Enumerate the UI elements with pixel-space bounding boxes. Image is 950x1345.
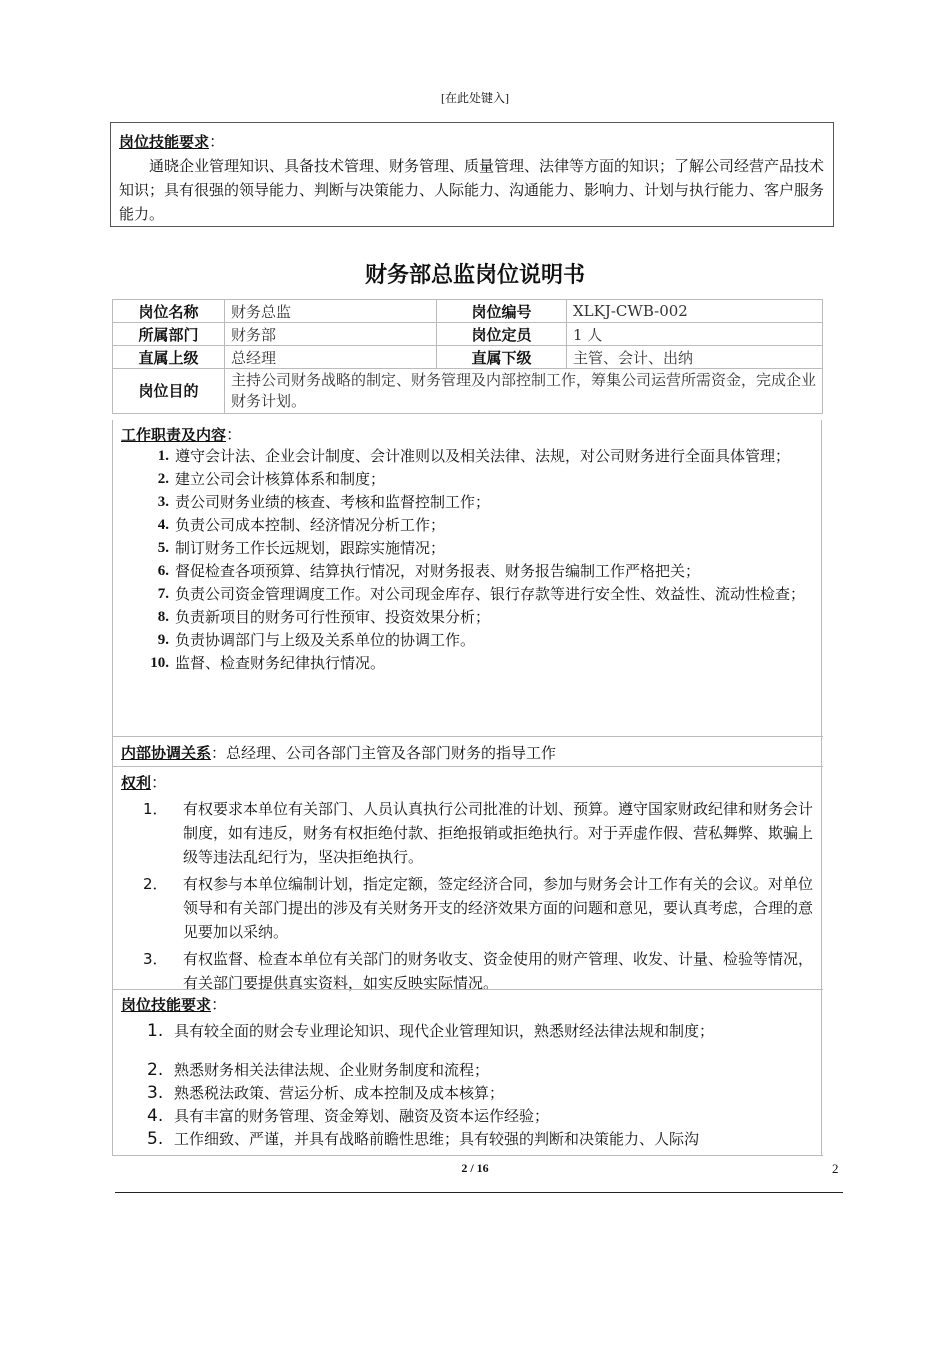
top-skills-text: 通晓企业管理知识、具备技术管理、财务管理、质量管理、法律等方面的知识；了解公司经营产品技术知识；具有很强的领导能力、判断与决策能力、人际能力、沟通能力、影响力、计划与执行能力、客户服务能力。 xyxy=(119,157,825,223)
right-item xyxy=(121,872,813,944)
duty-item xyxy=(121,583,813,606)
coordination-text: ：总经理、公司各部门主管及各部门财务的指导工作 xyxy=(211,744,557,762)
skill-item xyxy=(121,1059,813,1082)
duty-text: 负责协调部门与上级及关系单位的协调工作。 xyxy=(175,631,476,649)
rights-section xyxy=(121,770,813,995)
duty-text: 负责新项目的财务可行性预审、投资效果分析； xyxy=(175,608,491,626)
duty-number: 8. xyxy=(157,609,169,625)
duty-item xyxy=(121,491,813,514)
coordination-section xyxy=(121,741,813,765)
frame-bottom-rule xyxy=(113,1155,823,1156)
duty-number: 3. xyxy=(157,494,169,510)
info-row xyxy=(113,369,823,414)
top-skills-colon: ： xyxy=(209,132,226,151)
page-number: 2 / 16 xyxy=(461,1161,489,1175)
duties-list xyxy=(121,445,813,675)
footer-rule xyxy=(115,1192,843,1193)
coordination-title: 内部协调关系 xyxy=(121,744,212,762)
department-label: 所属部门 xyxy=(113,323,225,346)
job-name-value: 财务总监 xyxy=(225,300,437,323)
skill-item xyxy=(121,1128,813,1151)
section-divider xyxy=(113,736,823,737)
duty-text: 责公司财务业绩的核查、考核和监督控制工作； xyxy=(175,493,491,511)
duty-number: 6. xyxy=(157,563,169,579)
skills-section xyxy=(121,992,813,1151)
skill-number: 2. xyxy=(147,1060,164,1080)
info-row xyxy=(113,323,823,346)
page-number-right: 2 xyxy=(832,1161,839,1176)
info-row xyxy=(113,346,823,369)
header-note: [在此处键入] xyxy=(441,91,509,105)
duty-number: 10. xyxy=(150,655,169,671)
right-number: 3． xyxy=(143,950,168,968)
duty-number: 7. xyxy=(157,586,169,602)
skills-colon: ： xyxy=(211,995,228,1014)
duties-section xyxy=(121,422,813,675)
duty-number: 2. xyxy=(157,471,169,487)
document-title: 财务部总监岗位说明书 xyxy=(364,263,585,288)
duty-item xyxy=(121,537,813,560)
skill-number: 3. xyxy=(147,1083,164,1103)
duty-text: 负责公司成本控制、经济情况分析工作； xyxy=(175,516,446,534)
duty-item xyxy=(121,606,813,629)
rights-title: 权利 xyxy=(121,774,152,792)
subordinate-label: 直属下级 xyxy=(437,346,567,369)
skill-text: 熟悉财务相关法律法规、企业财务制度和流程； xyxy=(174,1061,490,1079)
department-value: 财务部 xyxy=(225,323,437,346)
job-code-label: 岗位编号 xyxy=(437,300,567,323)
duty-text: 负责公司资金管理调度工作。对公司现金库存、银行存款等进行安全性、效益性、流动性检查； xyxy=(175,585,806,603)
skill-item xyxy=(121,1082,813,1105)
duty-item xyxy=(121,629,813,652)
skill-item xyxy=(121,1105,813,1128)
top-skills-title: 岗位技能要求 xyxy=(119,133,210,151)
skill-item xyxy=(121,1020,813,1043)
section-divider xyxy=(113,989,823,990)
headcount-label: 岗位定员 xyxy=(437,323,567,346)
duty-text: 建立公司会计核算体系和制度； xyxy=(175,470,386,488)
duties-colon: ： xyxy=(226,425,243,444)
skill-number: 5. xyxy=(147,1129,164,1149)
duty-text: 监督、检查财务纪律执行情况。 xyxy=(175,654,386,672)
skill-text: 熟悉税法政策、营运分析、成本控制及成本核算； xyxy=(174,1084,505,1102)
duty-item xyxy=(121,445,813,468)
right-item xyxy=(121,797,813,869)
skills-title: 岗位技能要求 xyxy=(121,996,212,1014)
job-code-value: XLKJ-CWB-002 xyxy=(567,300,823,323)
headcount-value: 1 人 xyxy=(567,323,823,346)
duty-number: 9. xyxy=(157,632,169,648)
superior-value: 总经理 xyxy=(225,346,437,369)
purpose-label: 岗位目的 xyxy=(113,369,225,414)
info-row xyxy=(113,300,823,323)
job-name-label: 岗位名称 xyxy=(113,300,225,323)
skill-number: 4. xyxy=(147,1106,164,1126)
superior-label: 直属上级 xyxy=(113,346,225,369)
duties-title: 工作职责及内容 xyxy=(121,426,227,444)
rights-colon: ： xyxy=(151,773,168,792)
section-divider xyxy=(113,766,823,767)
right-text: 有权参与本单位编制计划，指定定额，签定经济合同，参加与财务会计工作有关的会议。对单位领导和有关部门提出的涉及有关财务开支的经济效果方面的问题和意见，要认真考虑，合理的意见要加以采纳。 xyxy=(183,875,814,941)
content-frame xyxy=(112,420,822,1156)
duty-item xyxy=(121,652,813,675)
duty-number: 5. xyxy=(157,540,169,556)
skill-number: 1. xyxy=(147,1021,164,1041)
skill-text: 具有丰富的财务管理、资金筹划、融资及资本运作经验； xyxy=(174,1107,550,1125)
skill-text: 具有较全面的财会专业理论知识、现代企业管理知识，熟悉财经法律法规和制度； xyxy=(174,1022,715,1040)
duty-item xyxy=(121,514,813,537)
skill-text: 工作细致、严谨，并具有战略前瞻性思维；具有较强的判断和决策能力、人际沟 xyxy=(174,1130,700,1148)
duty-text: 制订财务工作长远规划，跟踪实施情况； xyxy=(175,539,446,557)
duty-number: 1. xyxy=(157,448,169,464)
duty-item xyxy=(121,560,813,583)
right-number: 1． xyxy=(143,800,168,818)
right-item xyxy=(121,947,813,995)
top-skills-box xyxy=(110,122,834,227)
duty-number: 4. xyxy=(157,517,169,533)
job-info-table xyxy=(112,299,823,414)
purpose-value: 主持公司财务战略的制定、财务管理及内部控制工作，筹集公司运营所需资金，完成企业财务计划。 xyxy=(225,369,823,414)
duty-text: 遵守会计法、企业会计制度、会计准则以及相关法律、法规，对公司财务进行全面具体管理； xyxy=(175,447,791,465)
right-number: 2． xyxy=(143,875,168,893)
subordinate-value: 主管、会计、出纳 xyxy=(567,346,823,369)
duty-item xyxy=(121,468,813,491)
right-text: 有权要求本单位有关部门、人员认真执行公司批准的计划、预算。遵守国家财政纪律和财务会计制度，如有违反，财务有权拒绝付款、拒绝报销或拒绝执行。对于弄虚作假、营私舞弊、欺骗上级等违法乱纪行为，坚决拒绝执行。 xyxy=(183,800,814,866)
duty-text: 督促检查各项预算、结算执行情况，对财务报表、财务报告编制工作严格把关； xyxy=(175,562,701,580)
right-text: 有权监督、检查本单位有关部门的财务收支、资金使用的财产管理、收发、计量、检验等情况，有关部门要提供真实资料，如实反映实际情况。 xyxy=(183,950,814,992)
